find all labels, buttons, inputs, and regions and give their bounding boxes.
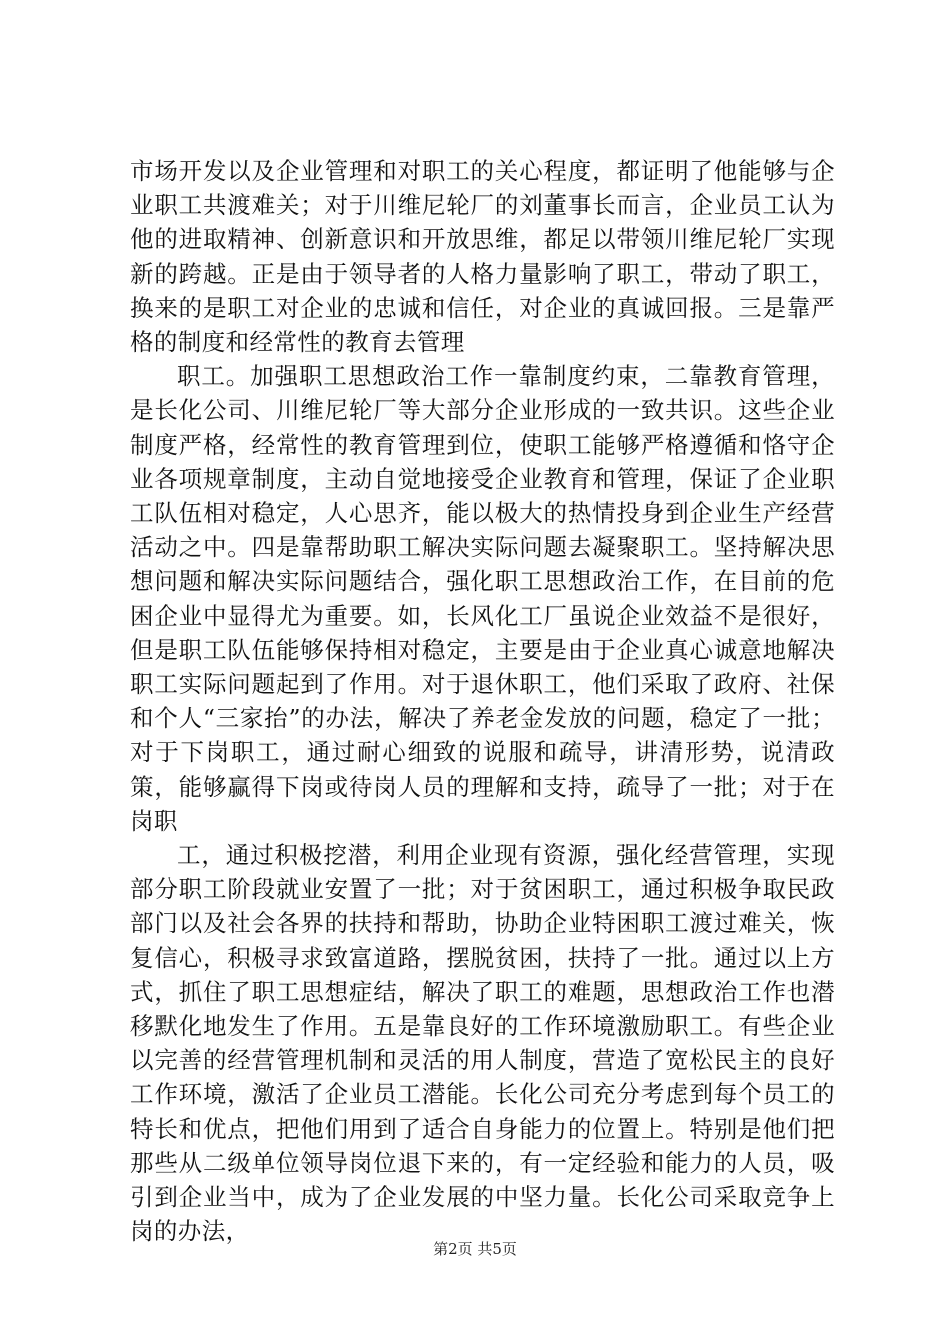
paragraph-2: 职工。加强职工思想政治工作一靠制度约束，二靠教育管理，是长化公司、川维尼轮厂等大部分企业形成的一致共识。这些企业制度严格，经常性的教育管理到位，使职工能够严格遵循和恪守企业各项规章制度，主动自觉地接受企业教育和管理，保证了企业职工队伍相对稳定，人心思齐，能以极大的热情投身到企业生产经营活动之中。四是靠帮助职工解决实际问题去凝聚职工。坚持解决思想问题和解决实际问题结合，强化职工思想政治工作，在目前的危困企业中显得尤为重要。如，长风化工厂虽说企业效益不是很好，但是职工队伍能够保持相对稳定，主要是由于企业真心诚意地解决职工实际问题起到了作用。对于退休职工，他们采取了政府、社保和个人“三家抬”的办法，解决了养老金发放的问题，稳定了一批；对于下岗职工，通过耐心细致的说服和疏导，讲清形势，说清政策，能够赢得下岗或待岗人员的理解和支持，疏导了一批；对于在岗职 [130,362,835,835]
document-body [130,154,835,1249]
page-footer: 第2页 共5页 [433,1240,517,1258]
paragraph-1: 市场开发以及企业管理和对职工的关心程度，都证明了他能够与企业职工共渡难关；对于川维尼轮厂的刘董事长而言，企业员工认为他的进取精神、创新意识和开放思维，都足以带领川维尼轮厂实现新的跨越。正是由于领导者的人格力量影响了职工，带动了职工，换来的是职工对企业的忠诚和信任，对企业的真诚回报。三是靠严格的制度和经常性的教育去管理 [130,157,835,357]
paragraph-3: 工，通过积极挖潜，利用企业现有资源，强化经营管理，实现部分职工阶段就业安置了一批；对于贫困职工，通过积极争取民政部门以及社会各界的扶持和帮助，协助企业特困职工渡过难关，恢复信心，积极寻求致富道路，摆脱贫困，扶持了一批。通过以上方式，抓住了职工思想症结，解决了职工的难题，思想政治工作也潜移默化地发生了作用。五是靠良好的工作环境激励职工。有些企业以完善的经营管理机制和灵活的用人制度，营造了宽松民主的良好工作环境，激活了企业员工潜能。长化公司充分考虑到每个员工的特长和优点，把他们用到了适合自身能力的位置上。特别是他们把那些从二级单位领导岗位退下来的，有一定经验和能力的人员，吸引到企业当中，成为了企业发展的中坚力量。长化公司采取竞争上岗的办法， [130,841,835,1246]
